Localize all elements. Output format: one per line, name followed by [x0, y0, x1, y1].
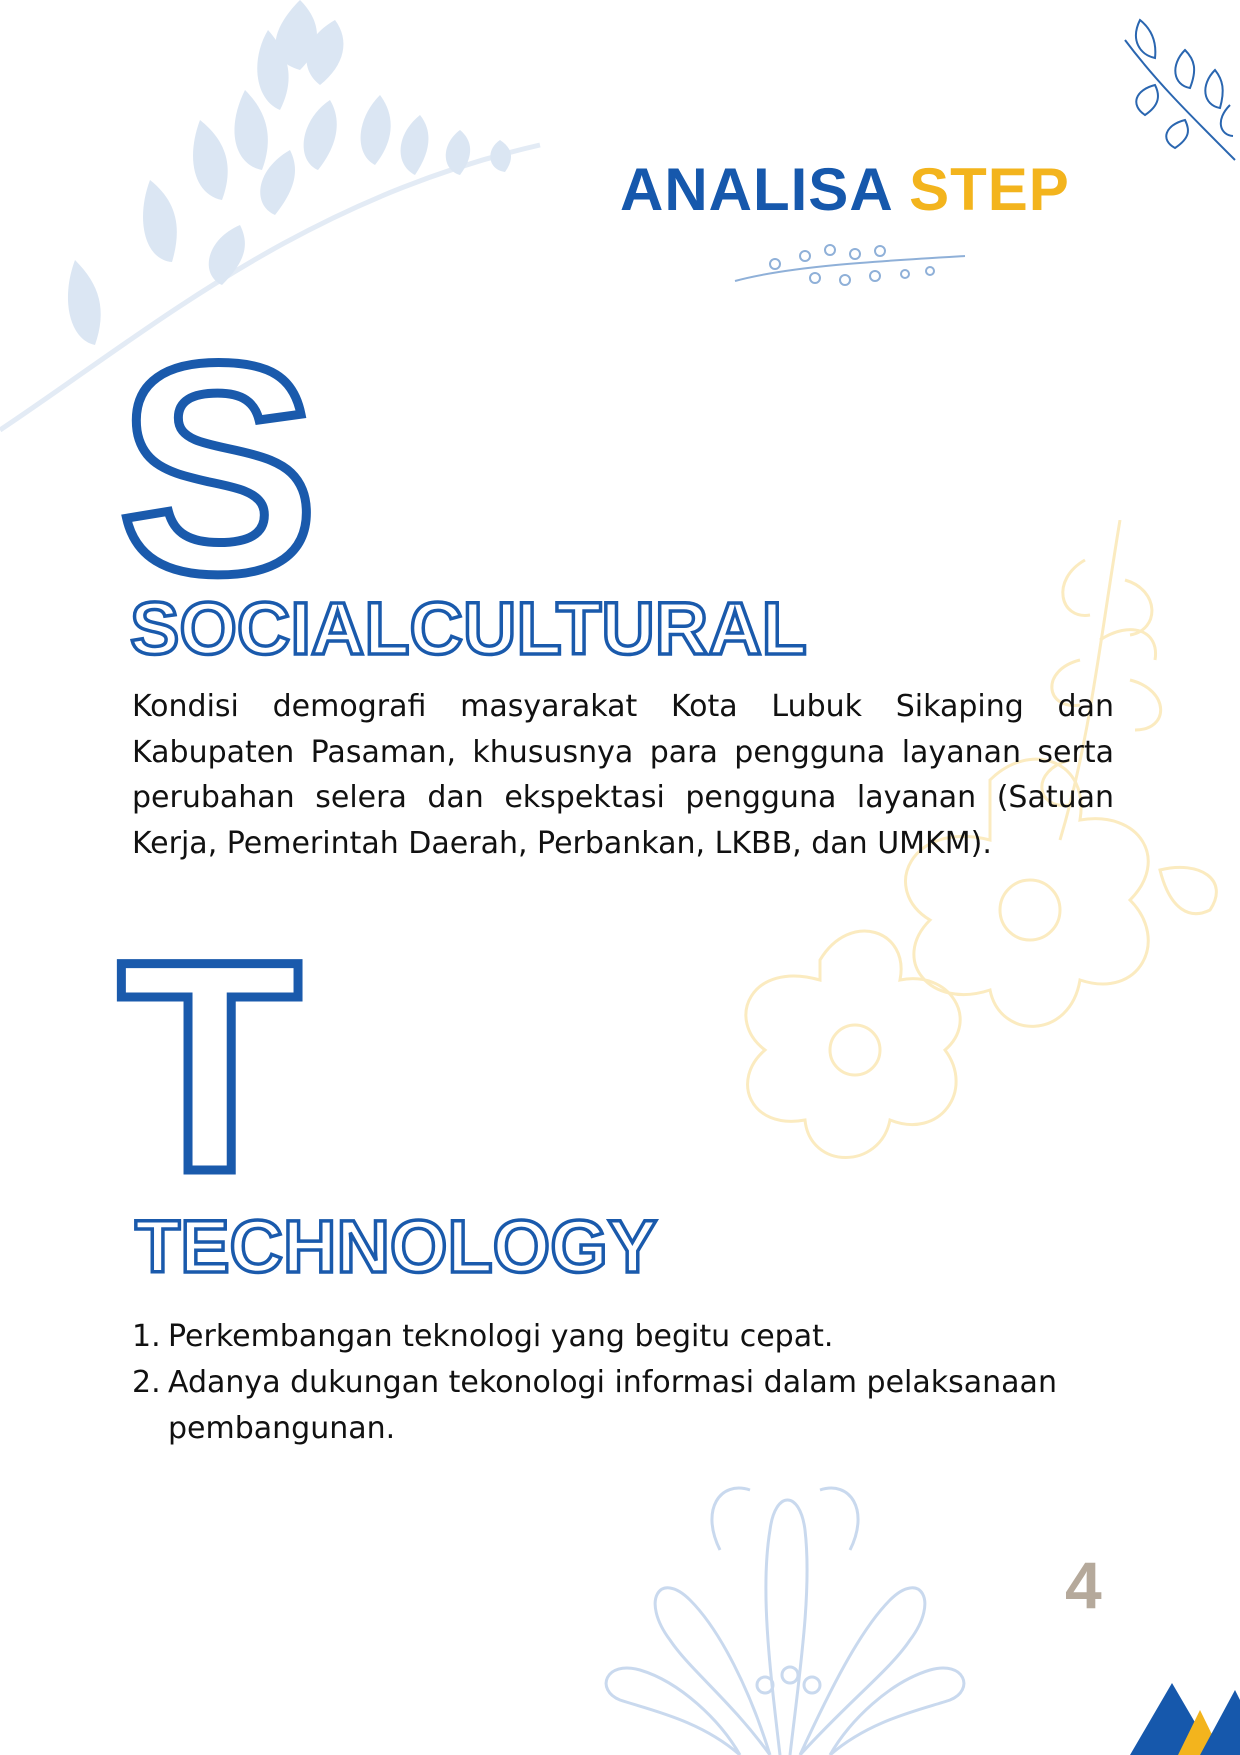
title-word-analisa: ANALISA — [620, 156, 892, 223]
list-item-text: Adanya dukungan tekonologi informasi dalam pelaksanaan pembangunan. — [168, 1365, 1057, 1446]
page-number: 4 — [1065, 1548, 1102, 1622]
list-item-number: 1. — [132, 1319, 161, 1354]
list-item — [132, 1314, 1122, 1360]
list-item-text: Perkembangan teknologi yang begitu cepat. — [168, 1319, 834, 1354]
leaf-sprig-illustration — [1115, 10, 1240, 165]
section-letter-t: T — [118, 898, 302, 1234]
title-word-step: STEP — [909, 156, 1070, 223]
list-item — [132, 1360, 1122, 1452]
section-title-socialcultural: SOCIALCULTURAL — [130, 587, 807, 670]
section-letter-s: S — [118, 300, 319, 636]
section-title-technology: TECHNOLOGY — [135, 1205, 658, 1288]
vine-ornament — [730, 236, 970, 296]
technology-list — [132, 1314, 1122, 1452]
brand-mark — [1130, 1665, 1240, 1755]
flower-illustration-blue — [600, 1470, 980, 1755]
list-item-number: 2. — [132, 1365, 161, 1400]
socialcultural-description: Kondisi demografi masyarakat Kota Lubuk Sikaping dan Kabupaten Pasaman, khususnya para pengguna layanan serta perubahan selera dan ekspektasi pengguna layanan (Satuan Kerja, Pemerintah Daerah, Perbankan, LKBB, dan UMKM). — [132, 689, 1114, 861]
page-title — [620, 156, 1120, 223]
